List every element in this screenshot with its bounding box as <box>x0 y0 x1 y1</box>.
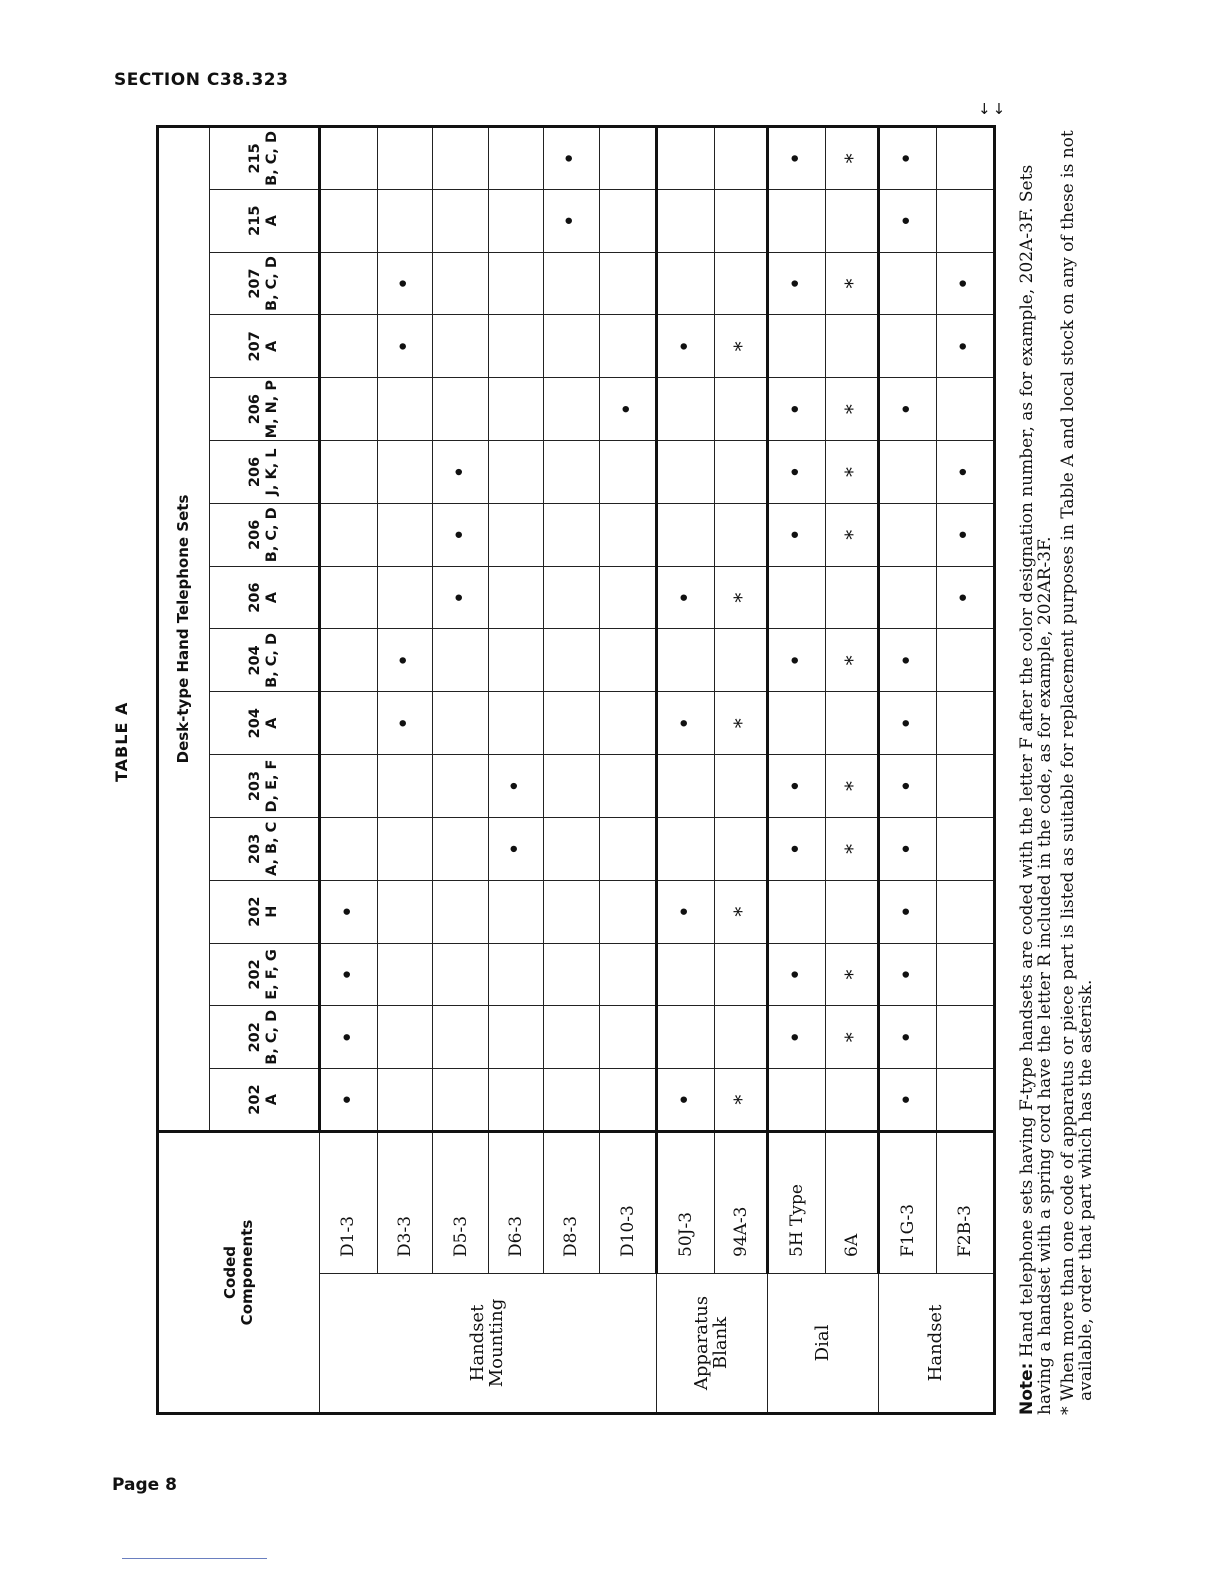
table-row <box>544 127 599 1414</box>
mark-cell <box>715 817 768 880</box>
mark-cell <box>657 378 715 441</box>
mark-cell: * <box>826 629 879 692</box>
column-header-number: 207 <box>247 268 264 299</box>
page-number: Page 8 <box>112 1475 177 1495</box>
mark-cell <box>879 566 937 629</box>
mark-cell: • <box>768 503 826 566</box>
component-group-label: Blank <box>710 1316 732 1370</box>
mark-cell <box>715 189 768 252</box>
mark-cell <box>377 503 432 566</box>
components-table <box>156 125 996 1415</box>
component-code: F2B-3 <box>937 1132 995 1274</box>
mark-cell <box>657 252 715 315</box>
mark-cell <box>544 880 599 943</box>
mark-cell <box>544 817 599 880</box>
mark-cell <box>544 692 599 755</box>
component-code: 94A-3 <box>715 1132 768 1274</box>
mark-cell: * <box>826 441 879 504</box>
mark-cell <box>826 566 879 629</box>
column-header <box>210 315 320 378</box>
mark-cell <box>599 127 657 190</box>
mark-cell <box>937 378 995 441</box>
mark-cell: • <box>768 817 826 880</box>
mark-cell: * <box>826 817 879 880</box>
component-code: 6A <box>826 1132 879 1274</box>
column-header <box>210 1069 320 1132</box>
component-group-cell <box>320 1274 657 1414</box>
mark-cell <box>599 1006 657 1069</box>
mark-cell <box>377 566 432 629</box>
mark-cell: • <box>320 1069 378 1132</box>
column-header-number: 207 <box>247 331 264 362</box>
mark-cell <box>544 441 599 504</box>
mark-cell <box>377 441 432 504</box>
mark-cell: • <box>768 943 826 1006</box>
mark-cell: • <box>657 880 715 943</box>
mark-cell: • <box>768 127 826 190</box>
mark-cell <box>377 1069 432 1132</box>
mark-cell: • <box>879 1006 937 1069</box>
mark-cell <box>826 692 879 755</box>
mark-cell <box>879 503 937 566</box>
mark-cell <box>544 252 599 315</box>
column-header-codes: B, C, D <box>264 130 280 186</box>
mark-cell <box>488 252 543 315</box>
mark-cell <box>377 943 432 1006</box>
mark-cell: * <box>826 1006 879 1069</box>
mark-cell: • <box>879 127 937 190</box>
mark-cell <box>715 629 768 692</box>
mark-cell: • <box>320 880 378 943</box>
mark-cell <box>715 943 768 1006</box>
mark-cell: * <box>826 378 879 441</box>
mark-cell <box>433 1069 488 1132</box>
mark-cell <box>599 503 657 566</box>
mark-cell <box>544 1006 599 1069</box>
mark-cell: • <box>768 252 826 315</box>
mark-cell <box>879 441 937 504</box>
mark-cell: • <box>433 566 488 629</box>
mark-cell <box>433 880 488 943</box>
component-code: 5H Type <box>768 1132 826 1274</box>
mark-cell <box>488 189 543 252</box>
column-header-number: 202 <box>247 959 264 990</box>
mark-cell <box>599 629 657 692</box>
mark-cell: • <box>879 817 937 880</box>
component-code: D6-3 <box>488 1132 543 1274</box>
mark-cell <box>768 1069 826 1132</box>
mark-cell <box>433 315 488 378</box>
column-header-number: 202 <box>247 1022 264 1053</box>
mark-cell: • <box>879 1069 937 1132</box>
asterisk-note-text: When more than one code of apparatus or piece part is listed as suitable for replacement purposes in Table A and local stock on any of these is not available, order that part which has the asterisk. <box>1058 130 1096 1401</box>
asterisk-symbol: * <box>1058 1406 1078 1415</box>
mark-cell <box>657 127 715 190</box>
table-row <box>488 127 543 1414</box>
mark-cell <box>937 943 995 1006</box>
component-code: 50J-3 <box>657 1132 715 1274</box>
mark-cell <box>715 755 768 818</box>
mark-cell <box>599 189 657 252</box>
table-row <box>657 127 715 1414</box>
mark-cell <box>544 629 599 692</box>
mark-cell <box>544 378 599 441</box>
mark-cell <box>433 1006 488 1069</box>
mark-cell: • <box>377 692 432 755</box>
mark-cell <box>657 755 715 818</box>
mark-cell: • <box>657 566 715 629</box>
rotated-table-frame <box>156 125 996 1415</box>
mark-cell <box>599 441 657 504</box>
mark-cell: • <box>768 755 826 818</box>
mark-cell: • <box>937 503 995 566</box>
mark-cell <box>715 503 768 566</box>
table-row <box>433 127 488 1414</box>
section-header: SECTION C38.323 <box>114 70 289 90</box>
mark-cell <box>377 880 432 943</box>
mark-cell <box>937 817 995 880</box>
component-code: D1-3 <box>320 1132 378 1274</box>
component-group-label: Apparatus <box>691 1295 713 1391</box>
mark-cell <box>937 692 995 755</box>
mark-cell <box>715 1006 768 1069</box>
column-header-number: 204 <box>247 708 264 739</box>
component-group-label: Dial <box>811 1324 833 1362</box>
mark-cell: • <box>879 880 937 943</box>
mark-cell <box>657 441 715 504</box>
column-header-codes: A <box>264 1093 280 1106</box>
column-header <box>210 629 320 692</box>
column-header-number: 203 <box>247 770 264 802</box>
mark-cell: • <box>879 755 937 818</box>
column-header-number: 215 <box>247 143 264 174</box>
mark-cell <box>715 378 768 441</box>
mark-cell <box>937 880 995 943</box>
column-header-number: 202 <box>247 1084 264 1115</box>
coded-components-label: Coded Components <box>220 1219 256 1326</box>
mark-cell <box>937 629 995 692</box>
column-header-codes: M, N, P <box>264 380 280 439</box>
mark-cell <box>377 755 432 818</box>
mark-cell <box>657 629 715 692</box>
table-row <box>715 127 768 1414</box>
note-label: Note: <box>1017 1362 1037 1415</box>
mark-cell <box>544 755 599 818</box>
column-header <box>210 692 320 755</box>
mark-cell <box>320 378 378 441</box>
mark-cell <box>433 127 488 190</box>
mark-cell <box>599 566 657 629</box>
column-header-codes: A <box>264 717 280 729</box>
mark-cell <box>377 127 432 190</box>
column-header-number: 206 <box>247 582 264 613</box>
mark-cell <box>544 1069 599 1132</box>
column-header-codes: B, C, D <box>264 507 280 563</box>
mark-cell <box>599 943 657 1006</box>
mark-cell <box>544 566 599 629</box>
mark-cell: • <box>937 252 995 315</box>
mark-cell: * <box>826 943 879 1006</box>
mark-cell <box>599 692 657 755</box>
mark-cell <box>599 315 657 378</box>
mark-cell <box>715 127 768 190</box>
mark-cell <box>433 692 488 755</box>
column-header <box>210 189 320 252</box>
mark-cell <box>768 880 826 943</box>
column-header <box>210 503 320 566</box>
mark-cell <box>320 127 378 190</box>
mark-cell <box>768 189 826 252</box>
component-code: F1G-3 <box>879 1132 937 1274</box>
mark-cell: • <box>657 315 715 378</box>
table-title: TABLE A <box>112 701 131 782</box>
continuation-arrows: ↓↓ <box>978 100 1008 118</box>
column-header <box>210 566 320 629</box>
bottom-rule <box>122 1558 267 1559</box>
mark-cell: * <box>715 692 768 755</box>
column-header-number: 206 <box>247 519 264 550</box>
mark-cell <box>599 252 657 315</box>
mark-cell: • <box>320 1006 378 1069</box>
column-header-codes: A, B, C <box>264 821 280 876</box>
component-group-cell <box>657 1274 768 1414</box>
column-header-number: 204 <box>247 645 264 676</box>
mark-cell <box>544 503 599 566</box>
note-text: Hand telephone sets having F-type handsets are coded with the letter F after the color designation number, as for example, 202A-3F. Sets having a handset with a spring cord have the letter R included in the code, as for example, 202AR-3F. <box>1017 164 1055 1415</box>
mark-cell <box>433 755 488 818</box>
mark-cell <box>433 252 488 315</box>
column-header-codes: D, E, F <box>264 759 280 813</box>
mark-cell: • <box>879 692 937 755</box>
mark-cell <box>937 1006 995 1069</box>
mark-cell <box>320 315 378 378</box>
column-header <box>210 127 320 190</box>
mark-cell <box>488 566 543 629</box>
column-header-number: 206 <box>247 456 264 488</box>
mark-cell: * <box>826 252 879 315</box>
desk-type-sets-header: Desk-type Hand Telephone Sets <box>158 127 210 1132</box>
column-header-codes: B, C, D <box>264 1009 280 1065</box>
column-header <box>210 880 320 943</box>
mark-cell <box>433 817 488 880</box>
mark-cell <box>320 566 378 629</box>
column-header <box>210 755 320 818</box>
component-code: D3-3 <box>377 1132 432 1274</box>
component-code: D5-3 <box>433 1132 488 1274</box>
mark-cell: • <box>377 629 432 692</box>
component-group-label: Handset <box>467 1304 489 1382</box>
mark-cell: • <box>377 252 432 315</box>
mark-cell: • <box>937 441 995 504</box>
asterisk-note <box>1059 125 1095 1415</box>
column-header <box>210 943 320 1006</box>
mark-cell: • <box>937 566 995 629</box>
mark-cell <box>544 315 599 378</box>
component-group-cell <box>879 1274 995 1414</box>
mark-cell: • <box>937 315 995 378</box>
mark-cell <box>433 629 488 692</box>
mark-cell <box>937 189 995 252</box>
mark-cell <box>320 441 378 504</box>
column-header-codes: J, K, L <box>264 448 280 496</box>
component-group-label: Handset <box>924 1304 946 1382</box>
mark-cell: * <box>715 1069 768 1132</box>
table-row <box>879 127 937 1414</box>
mark-cell: • <box>657 692 715 755</box>
mark-cell: • <box>879 943 937 1006</box>
mark-cell: • <box>768 1006 826 1069</box>
mark-cell <box>488 315 543 378</box>
mark-cell: * <box>826 755 879 818</box>
mark-cell <box>826 315 879 378</box>
mark-cell <box>768 692 826 755</box>
column-header-codes: B, C, D <box>264 632 280 688</box>
notes <box>1018 125 1108 1415</box>
mark-cell <box>488 943 543 1006</box>
column-header-number: 202 <box>247 896 264 927</box>
mark-cell <box>488 692 543 755</box>
mark-cell <box>320 817 378 880</box>
mark-cell: • <box>768 629 826 692</box>
column-header-number: 215 <box>247 205 264 236</box>
mark-cell: • <box>879 189 937 252</box>
mark-cell <box>879 252 937 315</box>
column-header <box>210 378 320 441</box>
column-header-codes: E, F, G <box>264 949 280 1000</box>
mark-cell: • <box>320 943 378 1006</box>
mark-cell <box>488 629 543 692</box>
table-row <box>826 127 879 1414</box>
column-header-number: 206 <box>247 394 264 425</box>
mark-cell <box>320 252 378 315</box>
mark-cell <box>715 441 768 504</box>
mark-cell <box>657 817 715 880</box>
mark-cell <box>377 1006 432 1069</box>
coded-components-header <box>158 1132 320 1414</box>
table-row <box>937 127 995 1414</box>
note-paragraph <box>1018 125 1054 1415</box>
mark-cell <box>826 189 879 252</box>
mark-cell: • <box>544 189 599 252</box>
table-row <box>768 127 826 1414</box>
mark-cell <box>768 566 826 629</box>
mark-cell: * <box>715 566 768 629</box>
mark-cell: • <box>879 629 937 692</box>
mark-cell <box>320 755 378 818</box>
mark-cell <box>488 441 543 504</box>
mark-cell <box>599 817 657 880</box>
column-header <box>210 252 320 315</box>
mark-cell: • <box>768 441 826 504</box>
component-code: D8-3 <box>544 1132 599 1274</box>
mark-cell <box>657 503 715 566</box>
column-header-codes: H <box>264 905 280 918</box>
mark-cell <box>488 378 543 441</box>
mark-cell <box>937 1069 995 1132</box>
column-header-codes: A <box>264 340 280 352</box>
column-header <box>210 1006 320 1069</box>
column-header-codes: B, C, D <box>264 256 280 311</box>
component-code: D10-3 <box>599 1132 657 1274</box>
mark-cell: • <box>768 378 826 441</box>
mark-cell <box>768 315 826 378</box>
mark-cell <box>433 943 488 1006</box>
mark-cell <box>657 1006 715 1069</box>
mark-cell <box>320 503 378 566</box>
table-group-header-row <box>158 127 210 1414</box>
mark-cell <box>599 880 657 943</box>
mark-cell <box>544 943 599 1006</box>
mark-cell <box>320 629 378 692</box>
mark-cell <box>377 378 432 441</box>
mark-cell: • <box>433 441 488 504</box>
column-header-number: 203 <box>247 833 264 864</box>
mark-cell <box>488 1069 543 1132</box>
mark-cell <box>826 880 879 943</box>
mark-cell <box>599 755 657 818</box>
mark-cell <box>433 378 488 441</box>
mark-cell <box>433 189 488 252</box>
column-header-codes: A <box>264 591 280 604</box>
mark-cell: * <box>715 880 768 943</box>
mark-cell <box>488 127 543 190</box>
mark-cell <box>826 1069 879 1132</box>
mark-cell <box>715 252 768 315</box>
component-group-cell <box>768 1274 879 1414</box>
mark-cell <box>377 189 432 252</box>
component-group-label: Mounting <box>486 1298 508 1388</box>
table-row <box>377 127 432 1414</box>
mark-cell <box>937 755 995 818</box>
mark-cell: * <box>826 503 879 566</box>
mark-cell: • <box>544 127 599 190</box>
mark-cell: • <box>657 1069 715 1132</box>
mark-cell <box>657 943 715 1006</box>
column-header <box>210 441 320 504</box>
mark-cell: • <box>879 378 937 441</box>
mark-cell: • <box>377 315 432 378</box>
mark-cell <box>879 315 937 378</box>
mark-cell: * <box>715 315 768 378</box>
mark-cell <box>377 817 432 880</box>
table-row <box>599 127 657 1414</box>
column-header <box>210 817 320 880</box>
mark-cell: • <box>433 503 488 566</box>
mark-cell <box>488 880 543 943</box>
mark-cell <box>488 503 543 566</box>
mark-cell: • <box>599 378 657 441</box>
mark-cell: * <box>826 127 879 190</box>
mark-cell: • <box>488 755 543 818</box>
mark-cell: • <box>488 817 543 880</box>
mark-cell <box>320 189 378 252</box>
column-header-codes: A <box>264 215 280 227</box>
mark-cell <box>320 692 378 755</box>
table-row <box>320 127 378 1414</box>
mark-cell <box>657 189 715 252</box>
mark-cell <box>488 1006 543 1069</box>
mark-cell <box>599 1069 657 1132</box>
mark-cell <box>937 127 995 190</box>
